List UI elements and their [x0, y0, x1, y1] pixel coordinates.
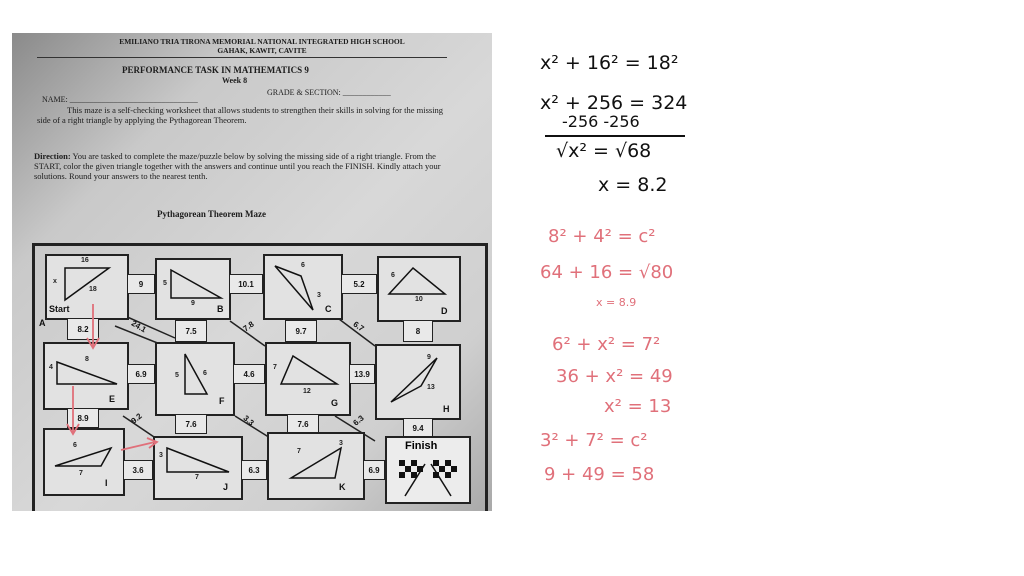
solution-red-3-line-1: 3² + 7² = c²: [540, 430, 648, 451]
cell-letter: B: [217, 304, 224, 314]
finish-label: Finish: [405, 440, 438, 452]
cell-letter: F: [219, 396, 225, 406]
bridge-i-j[interactable]: 3.6: [123, 460, 153, 480]
maze-cell-g[interactable]: [265, 342, 351, 416]
side-label: x: [53, 278, 57, 285]
side-label: 6: [203, 370, 207, 377]
side-label: 3: [159, 452, 163, 459]
bridge-d-h[interactable]: 8: [403, 320, 433, 342]
school-line-1: EMILIANO TRIA TIRONA MEMORIAL NATIONAL INTEGRATED HIGH SCHOOL: [119, 37, 405, 46]
side-label: 6: [391, 272, 395, 279]
side-label: 8: [85, 356, 89, 363]
bridge-a-b[interactable]: 9: [127, 274, 155, 294]
name-label: NAME: ________________________________: [42, 95, 198, 104]
maze-cell-c[interactable]: [263, 254, 343, 320]
triangle-j-icon: [155, 438, 241, 498]
bridge-f-g[interactable]: 4.6: [233, 364, 265, 384]
solution-black-line-5: x = 8.2: [598, 174, 668, 196]
direction-text: You are tasked to complete the maze/puzzle below by solving the missing side of a right triangle. From the START, color the given triangle together with the answers and continue until you reach the FINISH. Kindly attach your solutions. Round your answers to the nearest tenth.: [34, 151, 441, 181]
side-label: 13: [427, 384, 435, 391]
worksheet-week: Week 8: [222, 76, 248, 85]
solution-black-line-1: x² + 16² = 18²: [540, 52, 679, 74]
cell-letter: H: [443, 404, 450, 414]
start-label: Start: [49, 304, 70, 314]
school-name: [72, 37, 452, 55]
maze-cell-b[interactable]: [155, 258, 231, 320]
side-label: 4: [49, 364, 53, 371]
cell-letter: E: [109, 394, 116, 404]
bridge-b-c[interactable]: 10.1: [229, 274, 263, 294]
solution-red-2-line-2: 36 + x² = 49: [556, 366, 673, 387]
side-label: 7: [79, 470, 83, 477]
checkered-flags-icon: [395, 456, 461, 498]
maze-cell-e[interactable]: [43, 342, 129, 410]
bridge-g-h[interactable]: 13.9: [349, 364, 375, 384]
triangle-i-icon: [45, 430, 123, 494]
side-label: 7: [195, 474, 199, 481]
diagonal-bridge-4[interactable]: 9.2: [129, 411, 144, 426]
bridge-j-k[interactable]: 6.3: [241, 460, 267, 480]
cell-letter: D: [441, 306, 448, 316]
solution-divider: [545, 135, 685, 137]
maze-finish-cell[interactable]: [385, 436, 471, 504]
maze-cell-h[interactable]: [375, 344, 461, 420]
cell-letter: K: [339, 482, 346, 492]
side-label: 6: [301, 262, 305, 269]
solution-red-2-line-1: 6² + x² = 7²: [552, 334, 661, 355]
maze-cell-i[interactable]: [43, 428, 125, 496]
solution-red-1-line-3: x = 8.9: [596, 296, 637, 309]
maze-cell-j[interactable]: [153, 436, 243, 500]
cell-letter: G: [331, 398, 339, 408]
maze-cell-f[interactable]: [155, 342, 235, 416]
cell-letter: I: [105, 478, 108, 488]
diagonal-bridge-2[interactable]: 7.8: [241, 319, 256, 334]
solution-black-line-2: x² + 256 = 324: [540, 92, 688, 114]
bridge-a-e[interactable]: 8.2: [67, 318, 99, 340]
maze-title: Pythagorean Theorem Maze: [157, 209, 266, 219]
side-label: 7: [273, 364, 277, 371]
solution-black-line-4: √x² = √68: [556, 140, 652, 162]
side-label: 3: [317, 292, 321, 299]
side-label: 12: [303, 388, 311, 395]
solution-black-line-3: -256 -256: [562, 112, 640, 131]
solution-red-2-line-3: x² = 13: [604, 396, 672, 417]
grade-section-label: GRADE & SECTION: ____________: [267, 88, 391, 97]
side-label: 16: [81, 257, 89, 264]
cell-letter: C: [325, 304, 332, 314]
side-label: 5: [163, 280, 167, 287]
diagonal-bridge-3[interactable]: 6.7: [351, 319, 366, 334]
side-label: 5: [175, 372, 179, 379]
maze-cell-k[interactable]: [267, 432, 365, 500]
bridge-k-finish[interactable]: 6.9: [363, 460, 385, 480]
triangle-k-icon: [269, 434, 363, 498]
side-label: 9: [191, 300, 195, 307]
maze-cell-d[interactable]: [377, 256, 461, 322]
side-label: 18: [89, 286, 97, 293]
bridge-c-d[interactable]: 5.2: [341, 274, 377, 294]
bridge-e-f[interactable]: 6.9: [127, 364, 155, 384]
header-divider: [37, 57, 447, 58]
worksheet-photo: [12, 33, 492, 511]
cell-letter: A: [39, 318, 46, 328]
side-label: 10: [415, 296, 423, 303]
diagonal-bridge-6[interactable]: 6.3: [351, 413, 366, 428]
bridge-c-g[interactable]: 9.7: [285, 320, 317, 342]
side-label: 9: [427, 354, 431, 361]
worksheet-intro: This maze is a self-checking worksheet that allows students to strengthen their skills in solving for the missing side of a right triangle by applying the Pythagorean Theorem.: [37, 105, 444, 125]
worksheet-title: PERFORMANCE TASK IN MATHEMATICS 9: [122, 65, 309, 75]
bridge-g-k[interactable]: 7.6: [287, 414, 319, 434]
side-label: 6: [73, 442, 77, 449]
maze-board: [32, 243, 488, 511]
diagonal-bridge-1[interactable]: 24.1: [129, 318, 148, 335]
solution-red-1-line-2: 64 + 16 = √80: [540, 262, 674, 283]
diagonal-bridge-5[interactable]: 3.3: [241, 413, 256, 428]
bridge-e-i[interactable]: 8.9: [67, 408, 99, 428]
school-line-2: GAHAK, KAWIT, CAVITE: [217, 46, 307, 55]
maze-cell-a[interactable]: [39, 254, 129, 328]
bridge-h-finish[interactable]: 9.4: [403, 418, 433, 438]
bridge-b-f[interactable]: 7.5: [175, 320, 207, 342]
side-label: 3: [339, 440, 343, 447]
cell-letter: J: [223, 482, 229, 492]
side-label: 7: [297, 448, 301, 455]
direction-label: Direction:: [34, 151, 71, 161]
worksheet-direction: [34, 151, 449, 181]
solution-red-1-line-1: 8² + 4² = c²: [548, 226, 656, 247]
bridge-f-j[interactable]: 7.6: [175, 414, 207, 434]
solution-red-3-line-2: 9 + 49 = 58: [544, 464, 655, 485]
